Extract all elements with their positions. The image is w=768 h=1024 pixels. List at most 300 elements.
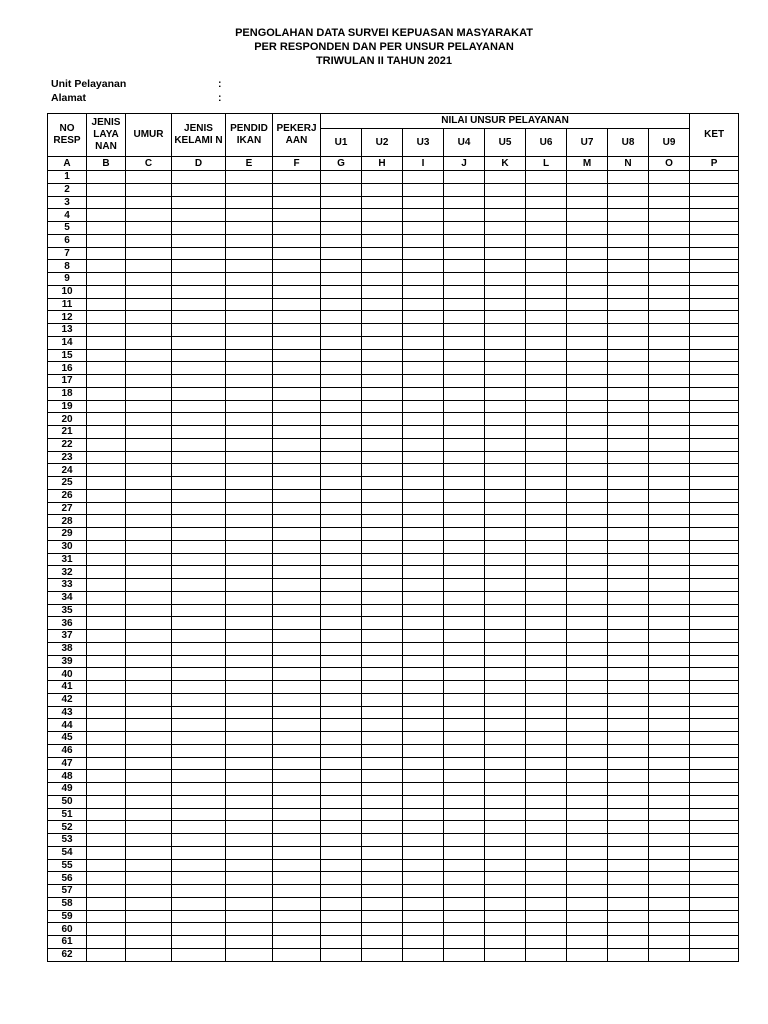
cell-jenis-layanan: [87, 821, 126, 834]
cell-u9: [649, 872, 690, 885]
cell-u9: [649, 732, 690, 745]
cell-u1: [321, 285, 362, 298]
cell-u3: [403, 260, 444, 273]
cell-pendidikan: [226, 387, 273, 400]
cell-u7: [567, 706, 608, 719]
cell-u1: [321, 744, 362, 757]
cell-ket: [690, 719, 739, 732]
cell-u7: [567, 489, 608, 502]
row-number: 9: [48, 273, 87, 286]
cell-u3: [403, 948, 444, 961]
cell-u2: [362, 732, 403, 745]
cell-u5: [485, 260, 526, 273]
cell-u3: [403, 757, 444, 770]
cell-pendidikan: [226, 540, 273, 553]
cell-u9: [649, 540, 690, 553]
cell-pekerjaan: [273, 375, 321, 388]
cell-umur: [126, 273, 172, 286]
table-row: [48, 489, 739, 502]
cell-u6: [526, 515, 567, 528]
row-number: 27: [48, 502, 87, 515]
cell-ket: [690, 349, 739, 362]
cell-u8: [608, 438, 649, 451]
cell-u7: [567, 234, 608, 247]
cell-ket: [690, 502, 739, 515]
cell-u8: [608, 579, 649, 592]
cell-pekerjaan: [273, 324, 321, 337]
cell-u2: [362, 311, 403, 324]
header-nilai-unsur-pelayanan: NILAI UNSUR PELAYANAN: [321, 114, 690, 129]
cell-ket: [690, 821, 739, 834]
cell-pekerjaan: [273, 400, 321, 413]
alamat-row: [51, 92, 222, 105]
alamat-colon: :: [218, 92, 222, 104]
unit-pelayanan-label: Unit Pelayanan: [51, 78, 127, 90]
cell-ket: [690, 273, 739, 286]
cell-u6: [526, 795, 567, 808]
cell-jenis-kelamin: [172, 451, 226, 464]
cell-pendidikan: [226, 846, 273, 859]
cell-jenis-kelamin: [172, 464, 226, 477]
cell-pekerjaan: [273, 336, 321, 349]
cell-jenis-layanan: [87, 183, 126, 196]
cell-u4: [444, 183, 485, 196]
cell-u8: [608, 413, 649, 426]
cell-umur: [126, 668, 172, 681]
cell-u7: [567, 222, 608, 235]
cell-pekerjaan: [273, 693, 321, 706]
cell-u7: [567, 273, 608, 286]
cell-u9: [649, 502, 690, 515]
cell-umur: [126, 426, 172, 439]
cell-pekerjaan: [273, 642, 321, 655]
row-number: 13: [48, 324, 87, 337]
cell-u3: [403, 579, 444, 592]
cell-u3: [403, 311, 444, 324]
cell-u1: [321, 642, 362, 655]
cell-u2: [362, 183, 403, 196]
cell-u2: [362, 681, 403, 694]
cell-jenis-layanan: [87, 770, 126, 783]
row-number: 14: [48, 336, 87, 349]
cell-jenis-kelamin: [172, 566, 226, 579]
cell-umur: [126, 757, 172, 770]
table-row: [48, 885, 739, 898]
cell-u7: [567, 757, 608, 770]
row-number: 50: [48, 795, 87, 808]
cell-ket: [690, 897, 739, 910]
cell-umur: [126, 209, 172, 222]
cell-u6: [526, 489, 567, 502]
cell-u3: [403, 681, 444, 694]
cell-u5: [485, 732, 526, 745]
cell-jenis-kelamin: [172, 336, 226, 349]
header-unit-u8: U8: [608, 129, 649, 157]
cell-u5: [485, 209, 526, 222]
row-number: 23: [48, 451, 87, 464]
cell-umur: [126, 540, 172, 553]
cell-pendidikan: [226, 770, 273, 783]
cell-u8: [608, 591, 649, 604]
cell-pendidikan: [226, 515, 273, 528]
cell-jenis-layanan: [87, 209, 126, 222]
cell-u1: [321, 362, 362, 375]
cell-u8: [608, 948, 649, 961]
cell-ket: [690, 387, 739, 400]
cell-u3: [403, 515, 444, 528]
cell-u2: [362, 693, 403, 706]
cell-u8: [608, 693, 649, 706]
cell-jenis-kelamin: [172, 387, 226, 400]
cell-u2: [362, 413, 403, 426]
cell-u5: [485, 719, 526, 732]
cell-pekerjaan: [273, 438, 321, 451]
cell-ket: [690, 362, 739, 375]
cell-u1: [321, 234, 362, 247]
cell-u2: [362, 591, 403, 604]
cell-u2: [362, 400, 403, 413]
cell-u1: [321, 706, 362, 719]
cell-u8: [608, 923, 649, 936]
cell-umur: [126, 681, 172, 694]
table-row: [48, 693, 739, 706]
cell-u1: [321, 311, 362, 324]
cell-pekerjaan: [273, 579, 321, 592]
cell-u3: [403, 846, 444, 859]
table-row: [48, 936, 739, 949]
table-row: [48, 387, 739, 400]
cell-u5: [485, 336, 526, 349]
cell-u7: [567, 209, 608, 222]
cell-umur: [126, 528, 172, 541]
cell-u4: [444, 923, 485, 936]
cell-u1: [321, 477, 362, 490]
header-unit-u7: U7: [567, 129, 608, 157]
row-number: 7: [48, 247, 87, 260]
cell-u7: [567, 719, 608, 732]
cell-u1: [321, 489, 362, 502]
cell-umur: [126, 846, 172, 859]
cell-u9: [649, 477, 690, 490]
cell-u9: [649, 222, 690, 235]
cell-jenis-layanan: [87, 744, 126, 757]
cell-jenis-layanan: [87, 604, 126, 617]
cell-u2: [362, 196, 403, 209]
table-row: [48, 464, 739, 477]
cell-pekerjaan: [273, 515, 321, 528]
cell-jenis-kelamin: [172, 362, 226, 375]
cell-u9: [649, 566, 690, 579]
cell-umur: [126, 783, 172, 796]
row-number: 15: [48, 349, 87, 362]
cell-u9: [649, 273, 690, 286]
cell-pendidikan: [226, 897, 273, 910]
cell-pekerjaan: [273, 910, 321, 923]
cell-jenis-layanan: [87, 885, 126, 898]
cell-umur: [126, 234, 172, 247]
cell-umur: [126, 413, 172, 426]
cell-umur: [126, 872, 172, 885]
cell-u8: [608, 196, 649, 209]
cell-u6: [526, 770, 567, 783]
cell-u1: [321, 936, 362, 949]
cell-u7: [567, 617, 608, 630]
cell-pekerjaan: [273, 617, 321, 630]
row-number: 43: [48, 706, 87, 719]
cell-pendidikan: [226, 260, 273, 273]
cell-u5: [485, 872, 526, 885]
cell-u7: [567, 642, 608, 655]
cell-u8: [608, 362, 649, 375]
cell-jenis-kelamin: [172, 209, 226, 222]
cell-umur: [126, 553, 172, 566]
table-row: [48, 362, 739, 375]
cell-ket: [690, 885, 739, 898]
cell-pendidikan: [226, 477, 273, 490]
table-row: [48, 591, 739, 604]
cell-u1: [321, 438, 362, 451]
cell-u5: [485, 375, 526, 388]
cell-u4: [444, 872, 485, 885]
cell-u5: [485, 413, 526, 426]
cell-u5: [485, 834, 526, 847]
cell-u9: [649, 260, 690, 273]
cell-u9: [649, 630, 690, 643]
cell-u4: [444, 642, 485, 655]
table-row: [48, 706, 739, 719]
row-number: 61: [48, 936, 87, 949]
cell-u3: [403, 795, 444, 808]
cell-u8: [608, 757, 649, 770]
cell-u4: [444, 285, 485, 298]
cell-jenis-kelamin: [172, 222, 226, 235]
cell-u3: [403, 655, 444, 668]
cell-u9: [649, 183, 690, 196]
cell-u8: [608, 400, 649, 413]
cell-u5: [485, 502, 526, 515]
cell-jenis-layanan: [87, 426, 126, 439]
cell-pekerjaan: [273, 936, 321, 949]
cell-u1: [321, 795, 362, 808]
cell-umur: [126, 770, 172, 783]
cell-u1: [321, 834, 362, 847]
cell-ket: [690, 171, 739, 184]
cell-jenis-layanan: [87, 477, 126, 490]
cell-u8: [608, 260, 649, 273]
row-number: 53: [48, 834, 87, 847]
cell-u2: [362, 719, 403, 732]
cell-jenis-layanan: [87, 336, 126, 349]
column-letter-k: K: [485, 157, 526, 171]
cell-u7: [567, 528, 608, 541]
row-number: 42: [48, 693, 87, 706]
cell-u6: [526, 540, 567, 553]
row-number: 58: [48, 897, 87, 910]
cell-umur: [126, 298, 172, 311]
cell-u9: [649, 349, 690, 362]
cell-u6: [526, 579, 567, 592]
cell-jenis-kelamin: [172, 477, 226, 490]
cell-u9: [649, 821, 690, 834]
row-number: 44: [48, 719, 87, 732]
cell-u9: [649, 298, 690, 311]
cell-u7: [567, 260, 608, 273]
cell-umur: [126, 311, 172, 324]
cell-u3: [403, 783, 444, 796]
cell-pekerjaan: [273, 757, 321, 770]
cell-jenis-kelamin: [172, 706, 226, 719]
cell-u1: [321, 770, 362, 783]
cell-u3: [403, 426, 444, 439]
cell-jenis-layanan: [87, 719, 126, 732]
cell-u2: [362, 375, 403, 388]
cell-u8: [608, 642, 649, 655]
cell-ket: [690, 285, 739, 298]
cell-u4: [444, 515, 485, 528]
cell-u7: [567, 540, 608, 553]
cell-u3: [403, 706, 444, 719]
cell-u6: [526, 693, 567, 706]
cell-u7: [567, 426, 608, 439]
cell-u9: [649, 770, 690, 783]
cell-umur: [126, 196, 172, 209]
cell-jenis-kelamin: [172, 795, 226, 808]
cell-umur: [126, 617, 172, 630]
table-row: [48, 311, 739, 324]
cell-pekerjaan: [273, 948, 321, 961]
cell-u2: [362, 464, 403, 477]
cell-u7: [567, 298, 608, 311]
cell-u8: [608, 604, 649, 617]
cell-jenis-kelamin: [172, 311, 226, 324]
cell-pendidikan: [226, 872, 273, 885]
cell-pekerjaan: [273, 387, 321, 400]
cell-ket: [690, 222, 739, 235]
cell-ket: [690, 260, 739, 273]
cell-jenis-layanan: [87, 375, 126, 388]
cell-u8: [608, 770, 649, 783]
column-letter-e: E: [226, 157, 273, 171]
cell-u1: [321, 859, 362, 872]
cell-jenis-layanan: [87, 515, 126, 528]
cell-pendidikan: [226, 171, 273, 184]
cell-u7: [567, 247, 608, 260]
cell-u9: [649, 528, 690, 541]
table-row: [48, 247, 739, 260]
table-row: [48, 604, 739, 617]
table-row: [48, 681, 739, 694]
cell-u9: [649, 923, 690, 936]
cell-u6: [526, 183, 567, 196]
cell-u3: [403, 400, 444, 413]
cell-jenis-kelamin: [172, 885, 226, 898]
cell-ket: [690, 732, 739, 745]
table-row: [48, 196, 739, 209]
cell-u5: [485, 630, 526, 643]
table-row: [48, 273, 739, 286]
header-unit-u5: U5: [485, 129, 526, 157]
cell-u8: [608, 171, 649, 184]
cell-jenis-layanan: [87, 502, 126, 515]
cell-pendidikan: [226, 553, 273, 566]
cell-ket: [690, 693, 739, 706]
cell-pendidikan: [226, 706, 273, 719]
cell-umur: [126, 324, 172, 337]
cell-u9: [649, 515, 690, 528]
cell-pendidikan: [226, 285, 273, 298]
cell-u3: [403, 298, 444, 311]
cell-u4: [444, 438, 485, 451]
cell-u2: [362, 171, 403, 184]
cell-pekerjaan: [273, 655, 321, 668]
cell-u1: [321, 617, 362, 630]
column-letter-a: A: [48, 157, 87, 171]
cell-jenis-layanan: [87, 668, 126, 681]
table-row: [48, 260, 739, 273]
cell-u6: [526, 209, 567, 222]
cell-jenis-kelamin: [172, 413, 226, 426]
cell-ket: [690, 336, 739, 349]
header-unit-u4: U4: [444, 129, 485, 157]
cell-u5: [485, 642, 526, 655]
cell-u5: [485, 617, 526, 630]
cell-u3: [403, 451, 444, 464]
cell-u5: [485, 744, 526, 757]
cell-u9: [649, 859, 690, 872]
cell-u1: [321, 183, 362, 196]
cell-u1: [321, 808, 362, 821]
cell-u3: [403, 387, 444, 400]
cell-umur: [126, 183, 172, 196]
cell-jenis-kelamin: [172, 719, 226, 732]
cell-jenis-layanan: [87, 349, 126, 362]
cell-jenis-kelamin: [172, 948, 226, 961]
cell-u8: [608, 821, 649, 834]
cell-u7: [567, 324, 608, 337]
row-number: 6: [48, 234, 87, 247]
cell-jenis-layanan: [87, 579, 126, 592]
table-row: [48, 234, 739, 247]
table-row: [48, 897, 739, 910]
cell-jenis-kelamin: [172, 324, 226, 337]
cell-u9: [649, 579, 690, 592]
cell-u1: [321, 451, 362, 464]
cell-pekerjaan: [273, 222, 321, 235]
row-number: 45: [48, 732, 87, 745]
row-number: 8: [48, 260, 87, 273]
cell-u3: [403, 604, 444, 617]
cell-jenis-kelamin: [172, 834, 226, 847]
row-number: 36: [48, 617, 87, 630]
row-number: 40: [48, 668, 87, 681]
cell-pekerjaan: [273, 630, 321, 643]
cell-jenis-layanan: [87, 936, 126, 949]
cell-u5: [485, 566, 526, 579]
cell-u2: [362, 923, 403, 936]
cell-u5: [485, 693, 526, 706]
cell-u1: [321, 566, 362, 579]
cell-ket: [690, 834, 739, 847]
cell-u8: [608, 502, 649, 515]
cell-u9: [649, 936, 690, 949]
cell-u6: [526, 948, 567, 961]
cell-u9: [649, 719, 690, 732]
cell-u4: [444, 910, 485, 923]
cell-u8: [608, 630, 649, 643]
row-number: 39: [48, 655, 87, 668]
cell-u9: [649, 400, 690, 413]
cell-u4: [444, 808, 485, 821]
